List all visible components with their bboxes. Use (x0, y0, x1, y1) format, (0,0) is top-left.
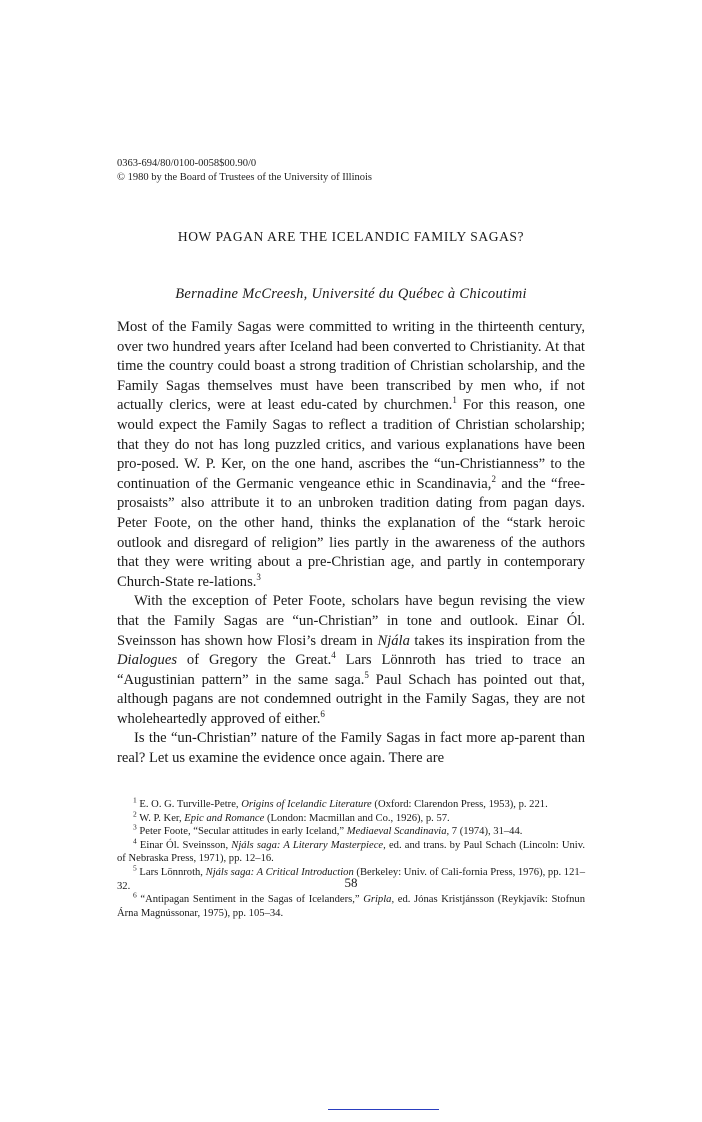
footnote-ref[interactable]: 5 (364, 669, 369, 680)
text-run: and the “free-prosaists” also attribute it to an unbroken tradition dating from pagan days. Peter Foote, on the other hand, thinks the explanation of the “stark heroic outlook and disregard of religion” lies partly in the awareness of the authors that they were writing about a pre-Christian age, and partly in contemporary Church-State re-lations. (117, 475, 586, 590)
footnote (117, 809, 585, 826)
paragraph-2 (117, 592, 585, 729)
publication-meta (117, 157, 372, 185)
text-run: For this reason, one would expect the Family Sagas to reflect a tradition of Christian scholarship; that they do not has long puzzled critics, and various explanations have been pro-posed. W. P. Ker, on the one hand, ascribes the “un-Christianness” to the continuation of the Germanic vengeance ethic in Scandinavia, (117, 397, 586, 492)
footnote-number: 4 (133, 836, 137, 846)
text-run: of Gregory the Great. (177, 652, 332, 669)
italic-title: Njála (377, 632, 410, 649)
footnote (117, 836, 585, 866)
footnotes (117, 795, 585, 920)
footnote-number: 2 (133, 809, 137, 819)
text-run: Lars Lönnroth, (136, 866, 206, 878)
text-run: “Antipagan Sentiment in the Sagas of Icelanders,” (136, 894, 364, 906)
footnote-number: 1 (133, 795, 137, 805)
italic-title: Origins of Icelandic Literature (241, 799, 372, 810)
author-byline: Bernadine McCreesh, Université du Québec à Chicoutimi (175, 286, 527, 302)
text-run: Einar Ól. Sveinsson, (136, 839, 232, 851)
paragraph-3 (117, 729, 585, 768)
text-run: Most of the Family Sagas were committed to writing in the thirteenth century, over two hundred years after Iceland had been converted to Christianity. At that time the country could boast a strong tradition of Christian scholarship, and the Family Sagas themselves must have been transcribed by men who, if not actually clerics, were at least edu-cated by churchmen. (117, 319, 585, 414)
italic-title: Njáls saga: A Critical Introduction (205, 866, 354, 878)
page-number: 58 (344, 875, 358, 890)
footnote (117, 795, 585, 812)
text-run: Is the “un-Christian” nature of the Family Sagas in fact more ap-parent than real? Let us examine the evidence once again. There are (117, 730, 585, 767)
italic-title: Njáls saga: A Literary Masterpiece, (231, 839, 386, 851)
article-body (117, 318, 585, 769)
footnote-number: 6 (133, 890, 137, 900)
text-run: E. O. G. Turville-Petre, (136, 799, 242, 810)
italic-title: Epic and Romance (184, 812, 265, 824)
footnote-number: 3 (133, 822, 137, 832)
footnote-ref[interactable]: 4 (331, 650, 336, 661)
footnote-ref[interactable]: 2 (491, 473, 496, 484)
footnote-ref[interactable]: 3 (256, 571, 261, 582)
footnote (117, 890, 585, 920)
text-run: (Berkeley: Univ. of Cali-fornia Press, 1976), pp. 121–32. (117, 866, 585, 892)
text-run: ed. and trans. by Paul Schach (Lincoln: Univ. of Nebraska Press, 1971), pp. 12–16. (117, 839, 585, 865)
text-run: (London: Macmillan and Co., 1926), p. 57. (264, 812, 450, 824)
footnote (117, 822, 585, 839)
article-title: HOW PAGAN ARE THE ICELANDIC FAMILY SAGAS? (177, 229, 525, 244)
text-run: With the exception of Peter Foote, scholars have begun revising the view that the Family Sagas are “un-Christian” in tone and outlook. Einar Ól. Sveinsson has shown how Flosi’s dream in (117, 593, 585, 649)
issn-code: 0363-694/80/0100-0058$00.90/0 (117, 158, 257, 169)
italic-title: Dialogues (117, 652, 177, 669)
italic-title: Mediaeval Scandinavia, (346, 826, 450, 838)
text-run: Paul Schach has pointed out that, although pagans are not condemned outright in the Family Sagas, they are not wholeheartedly approved of either. (117, 671, 585, 727)
text-run: (Oxford: Clarendon Press, 1953), p. 221. (371, 799, 548, 810)
text-run: Lars Lönnroth has tried to trace an “Augustinian pattern” in the same saga. (117, 652, 586, 688)
text-run: ed. Jónas Kristjánsson (Reykjavík: Stofnun Árna Magnússonar, 1975), pp. 105–34. (117, 894, 585, 919)
bottom-rule (328, 1109, 439, 1110)
text-run: W. P. Ker, (136, 812, 185, 824)
copyright-line: © 1980 by the Board of Trustees of the University of Illinois (117, 172, 372, 183)
footnote-number: 5 (133, 863, 137, 873)
paragraph-1 (117, 318, 585, 592)
footnote-ref[interactable]: 1 (452, 395, 457, 406)
text-run: Peter Foote, “Secular attitudes in early Iceland,” (136, 826, 347, 838)
footnote-ref[interactable]: 6 (320, 709, 325, 720)
text-run: 7 (1974), 31–44. (449, 826, 523, 838)
italic-title: Gripla, (363, 894, 395, 906)
text-run: takes its inspiration from the (409, 632, 585, 649)
